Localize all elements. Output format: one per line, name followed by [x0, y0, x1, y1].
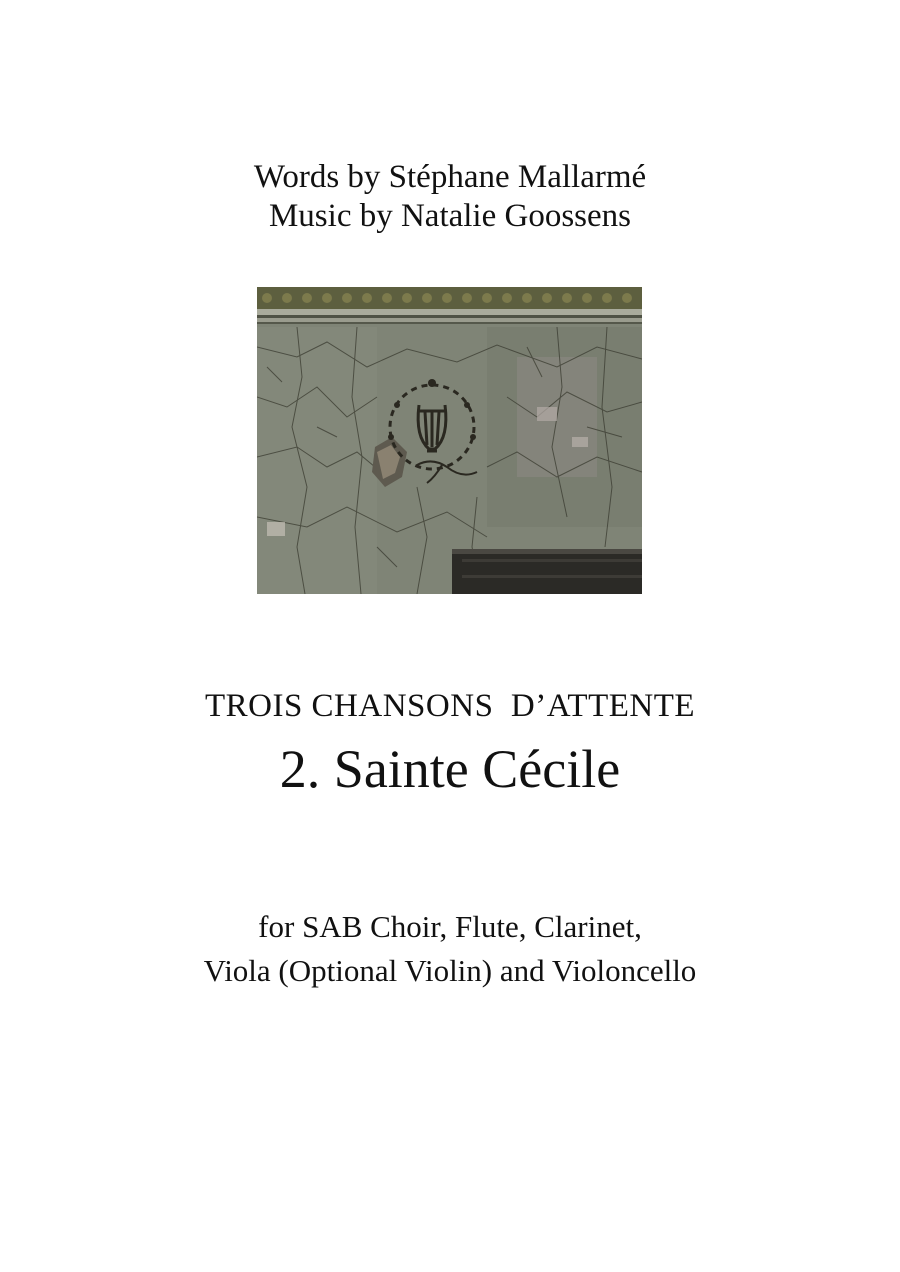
song-title: 2. Sainte Cécile — [279, 739, 621, 799]
instrumentation-line-1: for SAB Choir, Flute, Clarinet, — [258, 909, 642, 944]
instrumentation-block — [0, 905, 900, 993]
cover-photo — [257, 287, 642, 594]
composer-credit: Music by Natalie Goossens — [268, 198, 632, 234]
series-title: TROIS CHANSONS D’ATTENTE — [204, 688, 696, 724]
instrumentation-line-2: Viola (Optional Violin) and Violoncello — [203, 953, 697, 988]
credits-block — [0, 158, 900, 236]
lyricist-credit: Words by Stéphane Mallarmé — [253, 159, 647, 195]
